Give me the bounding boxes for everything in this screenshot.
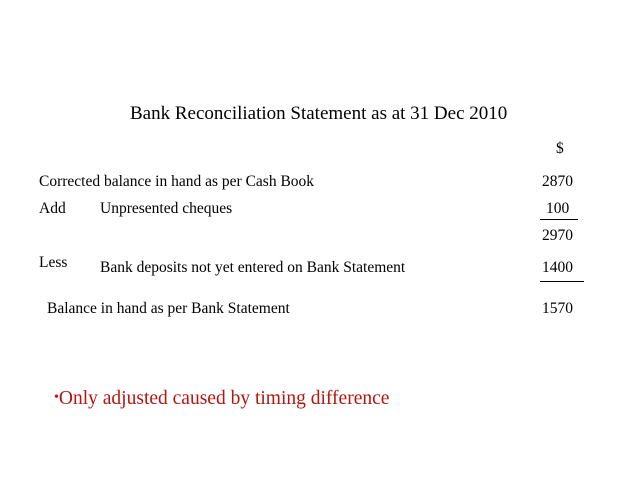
- bank-deposits-label: Bank deposits not yet entered on Bank Statement: [100, 259, 406, 276]
- bank-statement-balance-amount: 1570: [542, 300, 573, 317]
- cash-book-balance-label: Corrected balance in hand as per Cash Book: [39, 173, 315, 190]
- unpresented-cheques-label: Unpresented cheques: [100, 200, 233, 217]
- cash-book-balance-amount: 2870: [542, 173, 573, 190]
- less-underline: [540, 281, 584, 282]
- bank-deposits-amount: 1400: [542, 259, 573, 276]
- subtotal-amount: 2970: [542, 227, 573, 244]
- bullet-marker: •: [54, 390, 59, 405]
- currency-header: $: [556, 140, 564, 157]
- bullet-point: [54, 389, 389, 409]
- bullet-text: Only adjusted caused by timing difference: [58, 388, 390, 409]
- unpresented-cheques-amount: 100: [546, 200, 570, 217]
- less-prefix: Less: [39, 254, 68, 271]
- add-prefix: Add: [39, 200, 66, 217]
- statement-title: Bank Reconciliation Statement as at 31 Dec 2010: [130, 103, 508, 124]
- bank-statement-balance-label: Balance in hand as per Bank Statement: [47, 300, 290, 317]
- add-underline: [540, 219, 578, 220]
